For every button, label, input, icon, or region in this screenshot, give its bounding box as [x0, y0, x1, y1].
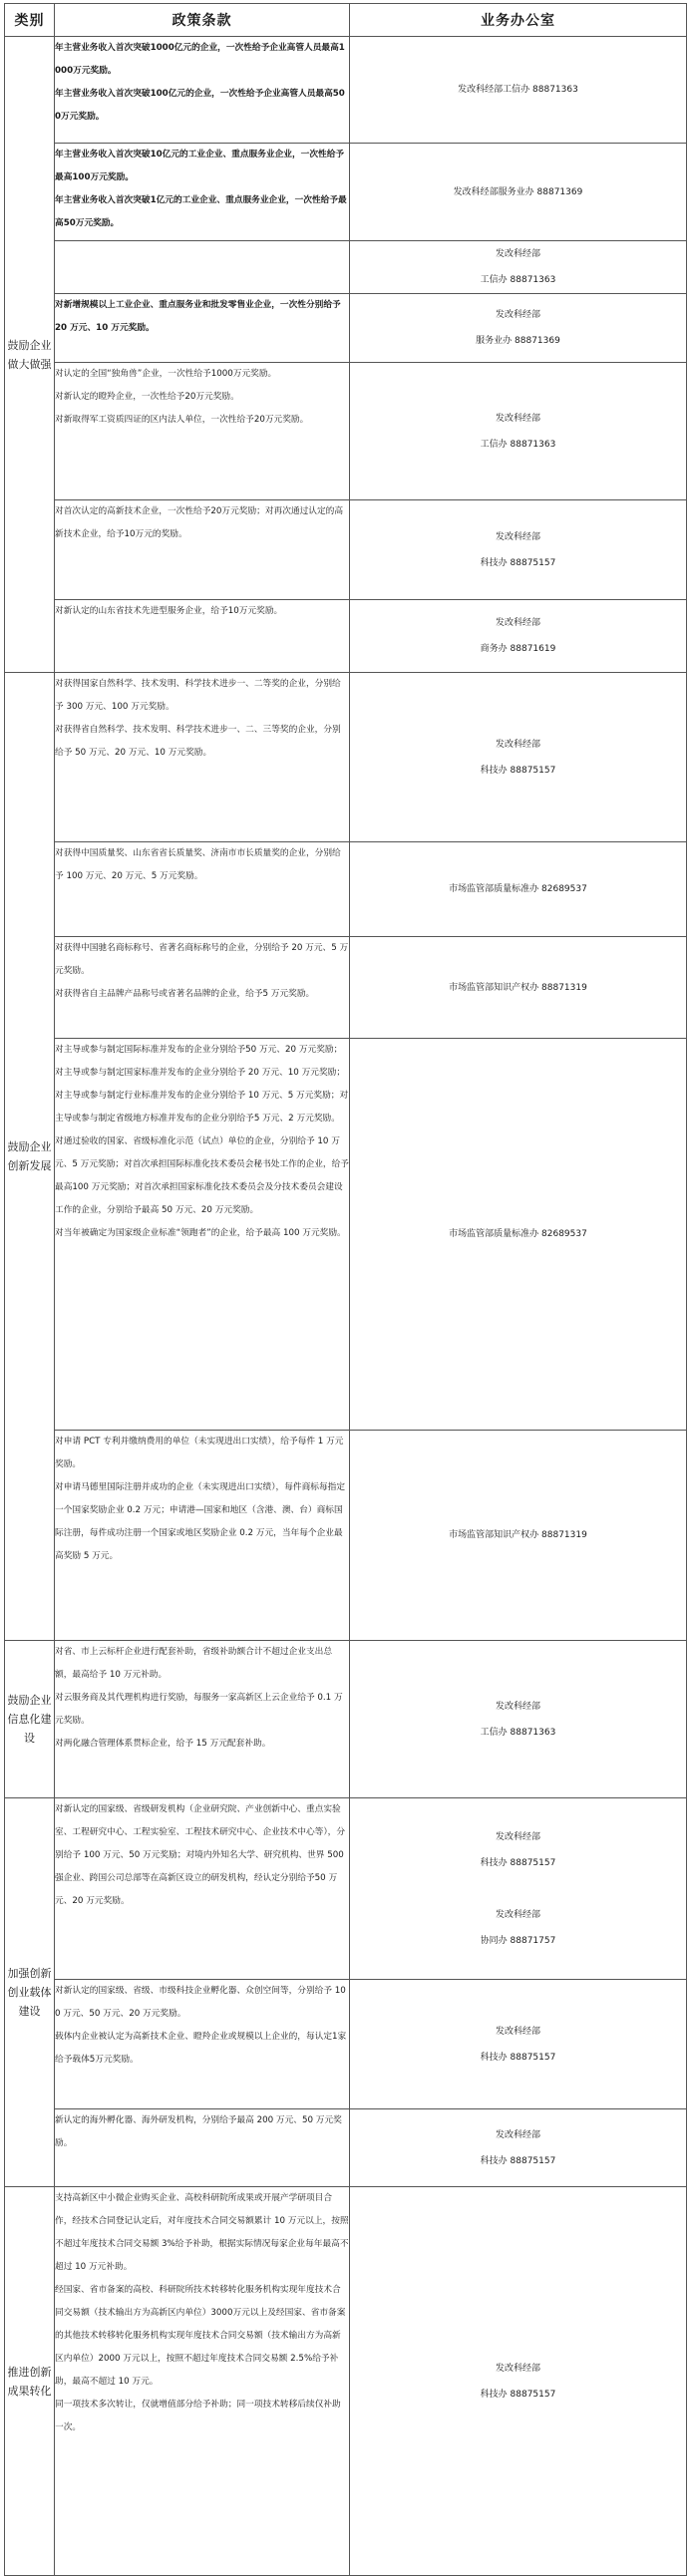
office-cell: 发改科经部 服务业办 88871369	[350, 294, 687, 363]
header-office: 业务办公室	[350, 4, 687, 37]
table-row	[5, 144, 687, 241]
office-cell: 发改科经部 科技办 88875157	[350, 2187, 687, 2576]
policy-cell: 对新认定的国家级、省级研发机构（企业研究院、产业创新中心、重点实验室、工程研究中心、工程实验室、工程技术研究中心、企业技术中心等），分别给予 100 万元、50 万元奖励；对境内外知名大学、研究机构、世界 500 强企业、跨国公司总部等在高新区设立的研发机构，经认定分别给予50 万元、20 万元奖励。	[55, 1798, 350, 1980]
category-cell: 鼓励企业做大做强	[5, 37, 55, 673]
category-cell: 推进创新成果转化	[5, 2187, 55, 2576]
category-cell: 鼓励企业创新发展	[5, 673, 55, 1641]
policy-cell: 对新增规模以上工业企业、重点服务业和批发零售业企业，一次性分别给予 20 万元、10 万元奖励。	[55, 294, 350, 363]
office-cell: 发改科经部 工信办 88871363	[350, 363, 687, 500]
policy-cell	[55, 241, 350, 294]
policy-cell: 对获得中国质量奖、山东省省长质量奖、济南市市长质量奖的企业，分别给予 100 万元、20 万元、5 万元奖励。	[55, 842, 350, 937]
table-row	[5, 2109, 687, 2187]
office-cell: 发改科经部 工信办 88871363	[350, 1641, 687, 1798]
policy-cell: 对认定的全国“独角兽”企业，一次性给予1000万元奖励。 对新认定的瞪羚企业，一次性给予20万元奖励。 对新取得军工资质四证的区内法人单位，一次性给予20万元奖励。	[55, 363, 350, 500]
table-row	[5, 842, 687, 937]
table-row	[5, 1641, 687, 1798]
policy-cell: 对获得中国驰名商标称号、省著名商标称号的企业，分别给予 20 万元、5 万元奖励。 对获得省自主品牌产品称号或省著名品牌的企业，给予5 万元奖励。	[55, 937, 350, 1039]
table-row	[5, 2187, 687, 2576]
table-row	[5, 1980, 687, 2109]
policy-cell: 年主营业务收入首次突破10亿元的工业企业、重点服务业企业，一次性给予最高100万元奖励。 年主营业务收入首次突破1亿元的工业企业、重点服务业企业，一次性给予最高50万元奖励。	[55, 144, 350, 241]
office-cell: 发改科经部工信办 88871363	[350, 37, 687, 144]
policy-cell: 支持高新区中小微企业购买企业、高校科研院所成果或开展产学研项目合作，经技术合同登记认定后，对年度技术合同交易额累计 10 万元以上，按照不超过年度技术合同交易额 3%给予补助，根据实际情况每家企业每年最高不超过 10 万元补助。 经国家、省市备案的高校、科研院所技术转移转化服务机构实现年度技术合同交易额（技术输出方为高新区内单位）3000万元以上及经国家、省市备案的其他技术转移转化服务机构实现年度技术合同交易额（技术输出方为高新区内单位）2000 万元以上，按照不超过年度技术合同交易额 2.5%给予补助，最高不超过 10 万元。 同一项技术多次转让，仅就增值部分给予补助；同一项技术转移后续仅补助一次。	[55, 2187, 350, 2576]
table-row	[5, 363, 687, 500]
policy-table	[4, 3, 687, 2576]
table-row	[5, 600, 687, 673]
table-row	[5, 673, 687, 842]
policy-cell: 对主导或参与制定国际标准并发布的企业分别给予50 万元、20 万元奖励；对主导或参与制定国家标准并发布的企业分别给予 20 万元、10 万元奖励；对主导或参与制定行业标准并发布的企业分别给予 10 万元、5 万元奖励；对主导或参与制定省级地方标准并发布的企业分别给予5 万元、2 万元奖励。 对通过验收的国家、省级标准化示范（试点）单位的企业，分别给予 10 万元、5 万元奖励；对首次承担国际标准化技术委员会秘书处工作的企业，给予最高100 万元奖励；对首次承担国家标准化技术委员会及分技术委员会建设工作的企业，分别给予最高 50 万元、20 万元奖励。 对当年被确定为国家级企业标准“领跑者”的企业，给予最高 100 万元奖励。	[55, 1039, 350, 1431]
category-cell: 加强创新创业载体建设	[5, 1798, 55, 2187]
policy-cell: 对省、市上云标杆企业进行配套补助，省级补助额合计不超过企业支出总额，最高给予 10 万元补助。 对云服务商及其代理机构进行奖励，每服务一家高新区上云企业给予 0.1 万元奖励。 对两化融合管理体系贯标企业，给予 15 万元配套补助。	[55, 1641, 350, 1798]
office-cell: 发改科经部 科技办 88875157	[350, 2109, 687, 2187]
office-cell: 发改科经部 科技办 88875157	[350, 500, 687, 600]
policy-cell: 新认定的海外孵化器、海外研发机构，分别给予最高 200 万元、50 万元奖励。	[55, 2109, 350, 2187]
office-cell: 发改科经部 科技办 88875157	[350, 673, 687, 842]
office-cell: 发改科经部服务业办 88871369	[350, 144, 687, 241]
table-row	[5, 1798, 687, 1980]
policy-cell: 对首次认定的高新技术企业，一次性给予20万元奖励；对再次通过认定的高新技术企业，给予10万元的奖励。	[55, 500, 350, 600]
office-cell: 市场监管部知识产权办 88871319	[350, 937, 687, 1039]
header-category: 类别	[5, 4, 55, 37]
office-cell: 市场监管部质量标准办 82689537	[350, 842, 687, 937]
table-row	[5, 1039, 687, 1431]
table-row	[5, 500, 687, 600]
office-cell: 发改科经部 科技办 88875157 发改科经部 协同办 88871757	[350, 1798, 687, 1980]
office-cell: 市场监管部知识产权办 88871319	[350, 1431, 687, 1641]
category-cell: 鼓励企业信息化建设	[5, 1641, 55, 1798]
table-row	[5, 1431, 687, 1641]
policy-cell: 对新认定的国家级、省级、市级科技企业孵化器、众创空间等，分别给予 100 万元、50 万元、20 万元奖励。 载体内企业被认定为高新技术企业、瞪羚企业或规模以上企业的，每认定1家给予载体5万元奖励。	[55, 1980, 350, 2109]
table-header-row	[5, 4, 687, 37]
table-row	[5, 937, 687, 1039]
policy-cell: 对新认定的山东省技术先进型服务企业，给予10万元奖励。	[55, 600, 350, 673]
policy-cell: 年主营业务收入首次突破1000亿元的企业，一次性给予企业高管人员最高1000万元奖励。 年主营业务收入首次突破100亿元的企业，一次性给予企业高管人员最高500万元奖励。	[55, 37, 350, 144]
policy-cell: 对申请 PCT 专利并缴纳费用的单位（未实现进出口实绩），给予每件 1 万元奖励。 对申请马德里国际注册并成功的企业（未实现进出口实绩），每件商标每指定一个国家奖励企业 0.2 万元；申请港—国家和地区（含港、澳、台）商标国际注册，每件成功注册一个国家或地区奖励企业 0.2 万元，当年每个企业最高奖励 5 万元。	[55, 1431, 350, 1641]
office-cell: 发改科经部 工信办 88871363	[350, 241, 687, 294]
office-cell: 市场监管部质量标准办 82689537	[350, 1039, 687, 1431]
office-cell: 发改科经部 科技办 88875157	[350, 1980, 687, 2109]
header-policy: 政策条款	[55, 4, 350, 37]
table-row	[5, 37, 687, 144]
table-row	[5, 241, 687, 294]
office-cell: 发改科经部 商务办 88871619	[350, 600, 687, 673]
policy-cell: 对获得国家自然科学、技术发明、科学技术进步一、二等奖的企业，分别给予 300 万元、100 万元奖励。 对获得省自然科学、技术发明、科学技术进步一、二、三等奖的企业，分别给予 50 万元、20 万元、10 万元奖励。	[55, 673, 350, 842]
table-row	[5, 294, 687, 363]
